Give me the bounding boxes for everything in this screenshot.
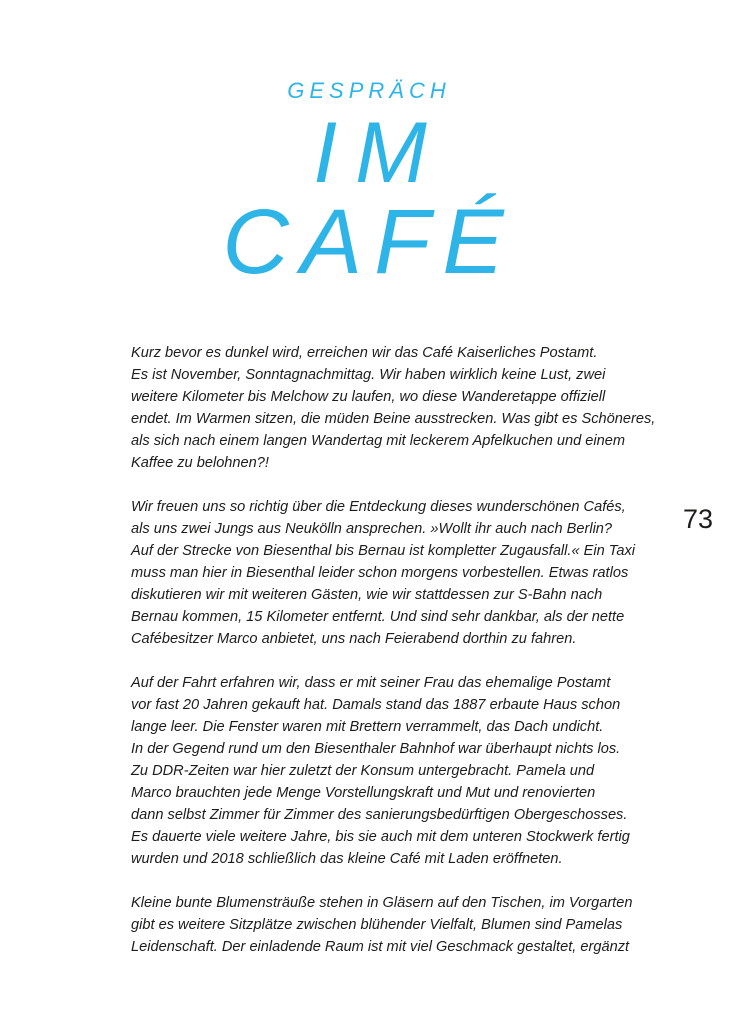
- text-line: dann selbst Zimmer für Zimmer des sanierungsbedürftigen Obergeschosses.: [131, 807, 628, 823]
- section-kicker: GESPRÄCH: [287, 78, 451, 103]
- text-line: Es dauerte viele weitere Jahre, bis sie auch mit dem unteren Stockwerk fertig: [131, 829, 630, 845]
- text-line: diskutieren wir mit weiteren Gästen, wie wir stattdessen zur S-Bahn nach: [131, 587, 603, 603]
- text-line: Leidenschaft. Der einladende Raum ist mit viel Geschmack gestaltet, ergänzt: [131, 939, 630, 955]
- text-line: als sich nach einem langen Wandertag mit leckerem Apfelkuchen und einem: [131, 433, 626, 449]
- article-title-line-2: CAFÉ: [222, 191, 516, 293]
- text-line: muss man hier in Biesenthal leider schon morgens vorbestellen. Etwas ratlos: [131, 565, 629, 581]
- paragraph-1: [131, 342, 656, 474]
- text-line: lange leer. Die Fenster waren mit Brettern verrammelt, das Dach undicht.: [131, 719, 604, 735]
- paragraph-3: [131, 672, 630, 870]
- text-line: vor fast 20 Jahren gekauft hat. Damals stand das 1887 erbaute Haus schon: [131, 697, 621, 713]
- text-line: Marco brauchten jede Menge Vorstellungskraft und Mut und renovierten: [131, 785, 596, 801]
- text-line: wurden und 2018 schließlich das kleine Café mit Laden eröffneten.: [131, 851, 563, 867]
- text-line: endet. Im Warmen sitzen, die müden Beine ausstrecken. Was gibt es Schöneres,: [131, 411, 656, 427]
- article-body: [131, 342, 656, 958]
- text-line: Kleine bunte Blumensträuße stehen in Gläsern auf den Tischen, im Vorgarten: [131, 895, 633, 911]
- text-line: Auf der Strecke von Biesenthal bis Bernau ist kompletter Zugausfall.« Ein Taxi: [131, 543, 636, 559]
- text-line: weitere Kilometer bis Melchow zu laufen, wo diese Wanderetappe offiziell: [131, 389, 606, 405]
- article-title-line-1: IM: [313, 105, 445, 201]
- text-line: Bernau kommen, 15 Kilometer entfernt. Und sind sehr dankbar, als der nette: [131, 609, 625, 625]
- text-line: gibt es weitere Sitzplätze zwischen blühender Vielfalt, Blumen sind Pamelas: [131, 917, 623, 933]
- text-line: Kaffee zu belohnen?!: [131, 455, 269, 471]
- text-line: Kurz bevor es dunkel wird, erreichen wir das Café Kaiserliches Postamt.: [131, 345, 598, 361]
- text-line: In der Gegend rund um den Biesenthaler Bahnhof war überhaupt nichts los.: [131, 741, 621, 757]
- page-number: 73: [683, 504, 714, 534]
- text-line: Wir freuen uns so richtig über die Entdeckung dieses wunderschönen Cafés,: [131, 499, 626, 515]
- paragraph-2: [131, 496, 636, 650]
- text-line: Zu DDR-Zeiten war hier zuletzt der Konsum untergebracht. Pamela und: [131, 763, 595, 779]
- text-line: als uns zwei Jungs aus Neukölln ansprechen. »Wollt ihr auch nach Berlin?: [131, 521, 613, 537]
- text-line: Cafébesitzer Marco anbietet, uns nach Feierabend dorthin zu fahren.: [131, 631, 577, 647]
- paragraph-4: [131, 892, 633, 958]
- text-line: Auf der Fahrt erfahren wir, dass er mit seiner Frau das ehemalige Postamt: [131, 675, 611, 691]
- text-line: Es ist November, Sonntagnachmittag. Wir haben wirklich keine Lust, zwei: [131, 367, 606, 383]
